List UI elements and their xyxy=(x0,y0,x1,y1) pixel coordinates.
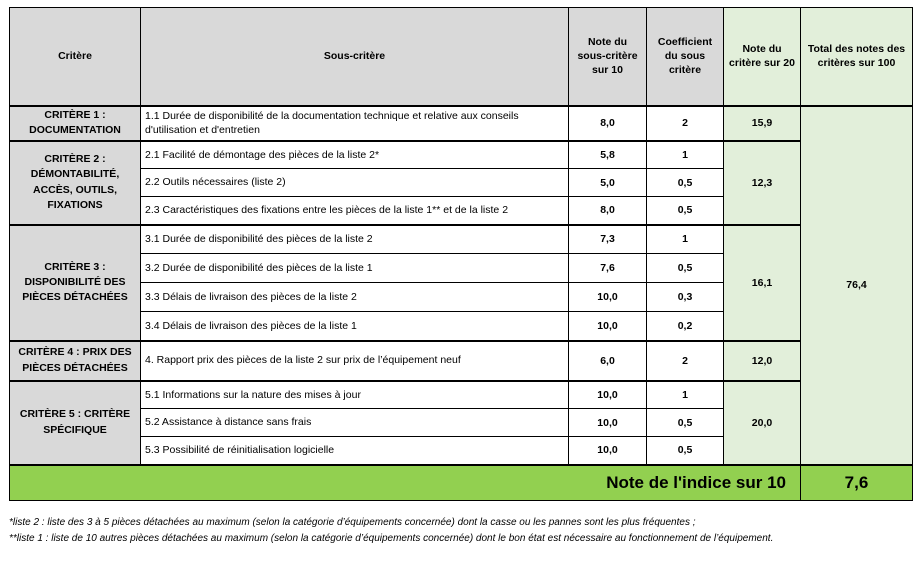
sub-criterion-coef: 1 xyxy=(647,381,724,409)
table-row xyxy=(10,341,913,381)
header-note-sous-critere: Note du sous-critère sur 10 xyxy=(569,8,647,106)
header-sous-critere: Sous-critère xyxy=(141,8,569,106)
header-total-criteres: Total des notes des critères sur 100 xyxy=(801,8,913,106)
sub-criterion-coef: 2 xyxy=(647,106,724,141)
sub-criterion-label: 2.3 Caractéristiques des fixations entre les pièces de la liste 1** et de la liste 2 xyxy=(141,197,569,225)
sub-criterion-coef: 0,5 xyxy=(647,409,724,437)
indice-label: Note de l'indice sur 10 xyxy=(10,465,801,501)
critere-2-label: CRITÈRE 2 : DÉMONTABILITÉ, ACCÈS, OUTILS, FIXATIONS xyxy=(10,141,141,225)
critere-5-label: CRITÈRE 5 : CRITÈRE SPÉCIFIQUE xyxy=(10,381,141,465)
sub-criterion-label: 3.2 Durée de disponibilité des pièces de la liste 1 xyxy=(141,254,569,283)
header-row xyxy=(10,8,913,106)
critere-4-label: CRITÈRE 4 : PRIX DES PIÈCES DÉTACHÉES xyxy=(10,341,141,381)
sub-criterion-label: 5.1 Informations sur la nature des mises à jour xyxy=(141,381,569,409)
total-row xyxy=(10,465,913,501)
footnote-liste-1: **liste 1 : liste de 10 autres pièces détachées au maximum (selon la catégorie d’équipements concernée) dont le bon état est nécessaire au fonctionnement de l’équipement. xyxy=(9,533,774,544)
sub-criterion-label: 1.1 Durée de disponibilité de la documentation technique et relative aux conseils d'utilisation et d'entretien xyxy=(141,106,569,141)
sub-criterion-note: 8,0 xyxy=(569,106,647,141)
sub-criterion-note: 5,0 xyxy=(569,169,647,197)
sub-criterion-label: 5.2 Assistance à distance sans frais xyxy=(141,409,569,437)
footnote-liste-2: *liste 2 : liste des 3 à 5 pièces détachées au maximum (selon la catégorie d’équipements concernée) dont la casse ou les pannes sont les plus fréquentes ; xyxy=(9,517,696,528)
sub-criterion-label: 4. Rapport prix des pièces de la liste 2 sur prix de l’équipement neuf xyxy=(141,341,569,381)
sub-criterion-coef: 0,5 xyxy=(647,197,724,225)
sub-criterion-label: 3.1 Durée de disponibilité des pièces de la liste 2 xyxy=(141,225,569,254)
sub-criterion-note: 10,0 xyxy=(569,381,647,409)
sub-criterion-note: 6,0 xyxy=(569,341,647,381)
sub-criterion-coef: 2 xyxy=(647,341,724,381)
sub-criterion-note: 10,0 xyxy=(569,437,647,465)
header-note-critere: Note du critère sur 20 xyxy=(724,8,801,106)
critere-5-note: 20,0 xyxy=(724,381,801,465)
critere-3-label: CRITÈRE 3 : DISPONIBILITÉ DES PIÈCES DÉTACHÉES xyxy=(10,225,141,341)
sub-criterion-coef: 1 xyxy=(647,225,724,254)
sub-criterion-coef: 0,5 xyxy=(647,254,724,283)
sub-criterion-coef: 0,3 xyxy=(647,283,724,312)
indice-value: 7,6 xyxy=(801,465,913,501)
sub-criterion-coef: 0,5 xyxy=(647,437,724,465)
sub-criterion-note: 10,0 xyxy=(569,312,647,341)
sub-criterion-note: 10,0 xyxy=(569,409,647,437)
header-critere: Critère xyxy=(10,8,141,106)
header-coefficient: Coefficient du sous critère xyxy=(647,8,724,106)
critere-4-note: 12,0 xyxy=(724,341,801,381)
sub-criterion-note: 10,0 xyxy=(569,283,647,312)
table-row xyxy=(10,381,913,409)
sub-criterion-note: 8,0 xyxy=(569,197,647,225)
sub-criterion-note: 7,6 xyxy=(569,254,647,283)
sub-criterion-note: 5,8 xyxy=(569,141,647,169)
table-row xyxy=(10,141,913,169)
critere-1-note: 15,9 xyxy=(724,106,801,141)
sub-criterion-label: 5.3 Possibilité de réinitialisation logicielle xyxy=(141,437,569,465)
critere-3-note: 16,1 xyxy=(724,225,801,341)
sub-criterion-coef: 1 xyxy=(647,141,724,169)
total-sur-100: 76,4 xyxy=(801,106,913,465)
table-row xyxy=(10,225,913,254)
footnotes xyxy=(9,515,914,547)
sub-criterion-label: 3.3 Délais de livraison des pièces de la liste 2 xyxy=(141,283,569,312)
critere-2-note: 12,3 xyxy=(724,141,801,225)
repairability-index-table xyxy=(9,7,913,501)
sub-criterion-label: 2.1 Facilité de démontage des pièces de la liste 2* xyxy=(141,141,569,169)
critere-1-label: CRITÈRE 1 : DOCUMENTATION xyxy=(10,106,141,141)
sub-criterion-label: 2.2 Outils nécessaires (liste 2) xyxy=(141,169,569,197)
sub-criterion-coef: 0,2 xyxy=(647,312,724,341)
sub-criterion-coef: 0,5 xyxy=(647,169,724,197)
sub-criterion-label: 3.4 Délais de livraison des pièces de la liste 1 xyxy=(141,312,569,341)
sub-criterion-note: 7,3 xyxy=(569,225,647,254)
table-row xyxy=(10,106,913,141)
